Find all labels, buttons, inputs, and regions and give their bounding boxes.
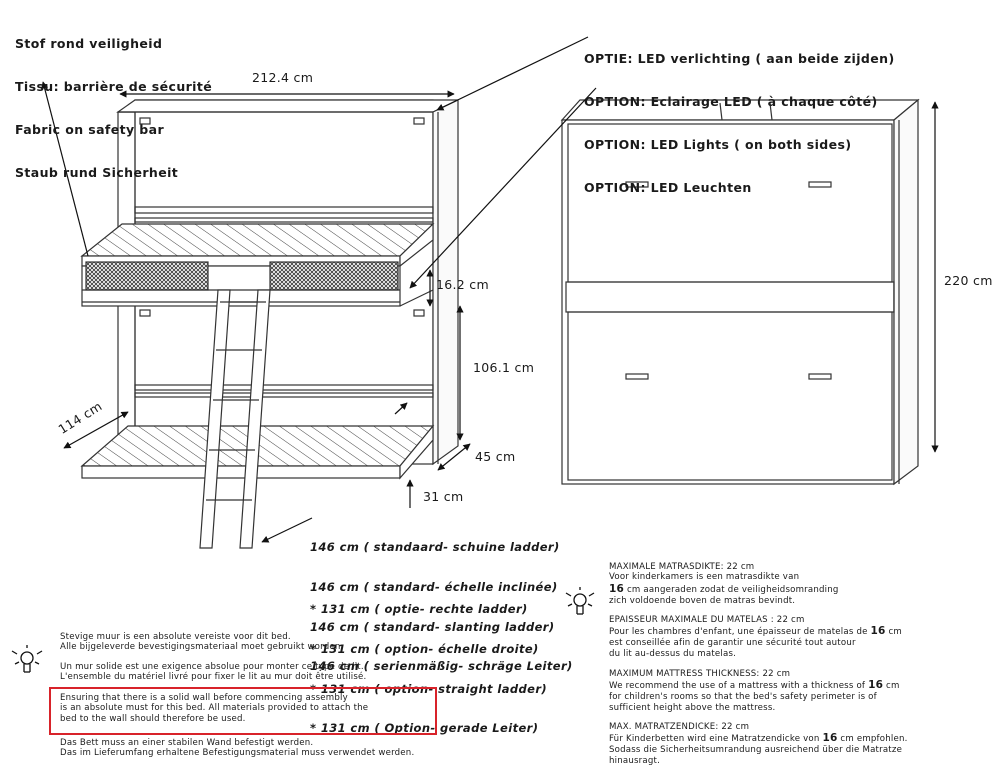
led-label-line: OPTION: LED Lights ( on both sides) <box>584 137 852 152</box>
lightbulb-icon <box>12 645 42 672</box>
note-line: Das im Lieferumfang erhaltene Befestigungsmaterial muss verwendet werden. <box>60 748 415 759</box>
note-line: Für Kinderbetten wird eine Matratzendicke von <box>609 734 823 745</box>
led-label-line: OPTION: Eclairage LED ( à chaque côté) <box>584 93 878 109</box>
note-line: cm empfohlen. <box>837 734 908 745</box>
led-label-line: OPTIE: LED verlichting ( aan beide zijden) <box>584 50 895 66</box>
highlight-number: 16 <box>870 625 886 638</box>
inner-height-dimension: 106.1 cm <box>473 360 535 375</box>
highlight-number: 16 <box>609 582 625 595</box>
note-line: zich voldoende boven de matras bevindt. <box>609 595 796 606</box>
width-dimension: 212.4 cm <box>252 70 314 85</box>
ladder-line: 146 cm ( standard- slanting ladder) <box>310 619 555 634</box>
fabric-label <box>15 8 212 195</box>
ladder-line: * 131 cm ( option- straight ladder) <box>310 681 548 696</box>
wall-note-de <box>60 738 414 759</box>
note-title: MAXIMUM MATTRESS THICKNESS: 22 cm <box>609 669 791 679</box>
ladder-line: * 131 cm ( optie- rechte ladder) <box>310 602 528 617</box>
fabric-label-line: Staub rund Sicherheit <box>15 165 179 181</box>
note-line: Sodass die Sicherheitsumrandung ausreichend über die Matratze <box>609 745 903 756</box>
note-line: bed to the wall should therefore be used. <box>60 713 246 724</box>
note-line: est conseillée afin de garantir une sécurité tout autour <box>609 638 856 649</box>
wall-note-nl <box>60 632 343 653</box>
note-line: L'ensemble du matériel livré pour fixer le lit au mur doit être utilisé. <box>60 672 367 683</box>
mattress-note-fr <box>609 615 902 659</box>
note-title: EPAISSEUR MAXIMALE DU MATELAS : 22 cm <box>609 615 805 625</box>
note-line: du lit au-dessus du matelas. <box>609 648 737 659</box>
led-label-line: OPTION: LED Leuchten <box>584 180 752 196</box>
note-line: We recommend the use of a mattress with a thickness of <box>609 681 869 692</box>
ladder-line: 146 cm ( standaard- schuine ladder) <box>310 540 560 555</box>
note-line: sufficient height above the mattress. <box>609 702 776 713</box>
mattress-note-de <box>609 722 908 766</box>
ladder-line: 146 cm ( standard- échelle inclinée) <box>310 580 558 595</box>
note-line: Alle bijgeleverde bevestigingsmateriaal moet gebruikt worden. <box>60 642 344 653</box>
highlight-box <box>49 687 437 735</box>
wall-depth-dimension: 45 cm <box>475 449 516 464</box>
note-line: cm <box>883 681 900 692</box>
note-line: Stevige muur is een absolute vereiste voor dit bed. <box>60 632 291 642</box>
mattress-note-nl <box>609 562 839 606</box>
note-line: Pour les chambres d'enfant, une épaisseur de matelas de <box>609 627 871 638</box>
depth-dimension: 114 cm <box>55 398 105 437</box>
ladder-line: * 131 cm ( Option- gerade Leiter) <box>310 721 539 736</box>
note-line: for children's rooms so that the bed's safety perimeter is of <box>609 692 877 703</box>
note-line: hinausragt. <box>609 755 661 766</box>
total-height-dimension: 220 cm <box>944 273 993 288</box>
mattress-note-en <box>609 669 900 713</box>
note-title: MAXIMALE MATRASDIKTE: 22 cm <box>609 562 755 572</box>
floor-clearance-dimension: 31 cm <box>423 489 464 504</box>
fabric-label-line: Stof rond veiligheid <box>15 35 163 51</box>
note-line: cm aangeraden zodat de veiligheidsomranding <box>624 584 839 595</box>
note-title: MAX. MATRATZENDICKE: 22 cm <box>609 722 750 732</box>
ladder-line: 146 cm ( serienmäßig- schräge Leiter) <box>310 659 573 674</box>
note-line: Voor kinderkamers is een matrasdikte van <box>609 572 800 583</box>
note-line: is an absolute must for this bed. All materials provided to attach the <box>60 703 369 714</box>
note-line: Das Bett muss an einer stabilen Wand befestigt werden. <box>60 738 314 748</box>
wall-note-fr <box>60 662 366 683</box>
ladder-line: * 131 cm ( option- échelle droite) <box>310 642 539 657</box>
note-line: Ensuring that there is a solid wall before commencing assembly <box>60 693 348 703</box>
fabric-label-line: Fabric on safety bar <box>15 122 165 137</box>
highlight-number: 16 <box>868 679 884 692</box>
note-line: Un mur solide est une exigence absolue pour monter ce type de lit. <box>60 662 364 672</box>
led-option-label <box>584 23 895 210</box>
highlight-number: 16 <box>822 732 838 745</box>
bunk-gap-dimension: 16.2 cm <box>436 277 489 292</box>
note-line: cm <box>885 627 902 638</box>
fabric-label-line: Tissu: barrière de sécurité <box>15 78 213 94</box>
